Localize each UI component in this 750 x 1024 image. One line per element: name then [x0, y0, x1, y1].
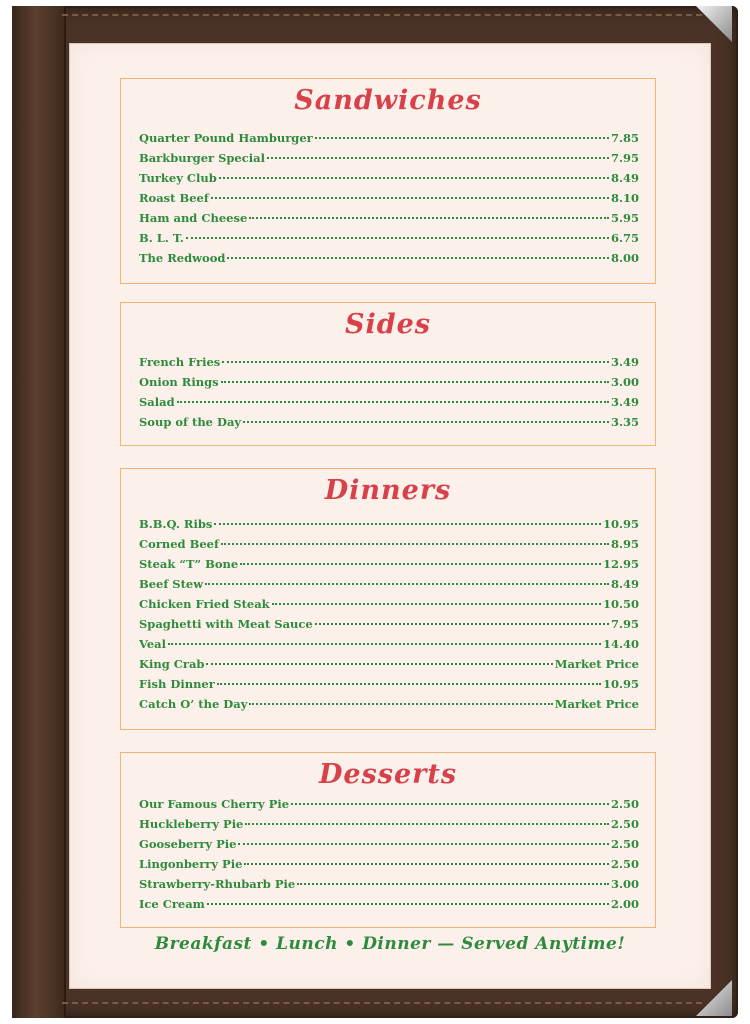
item-name: Gooseberry Pie: [139, 837, 237, 851]
section-sandwiches: [120, 78, 656, 284]
menu-item: [139, 191, 639, 207]
item-name: Turkey Club: [139, 171, 217, 185]
item-price: 7.85: [610, 131, 639, 145]
item-name: Roast Beef: [139, 191, 209, 205]
menu-item: [139, 577, 639, 593]
item-price: 2.00: [610, 897, 639, 911]
dot-leader: [291, 803, 609, 805]
dot-leader: [186, 237, 609, 239]
item-price: 8.95: [610, 537, 639, 551]
menu-item: [139, 171, 639, 187]
item-price: 10.95: [602, 517, 639, 531]
menu-item: [139, 395, 639, 411]
item-name: King Crab: [139, 657, 205, 671]
menu-item: [139, 817, 639, 833]
item-price: 7.95: [610, 151, 639, 165]
item-price: 3.35: [610, 415, 639, 429]
menu-spine: [12, 6, 66, 1018]
section-title: Sandwiches: [294, 85, 482, 116]
dot-leader: [267, 157, 609, 159]
menu-item: [139, 557, 639, 573]
dot-leader: [217, 683, 601, 685]
menu-item: [139, 415, 639, 431]
section-desserts: [120, 752, 656, 928]
item-name: Salad: [139, 395, 175, 409]
section-dinners: [120, 468, 656, 730]
cover-stitching-bottom: [62, 1002, 702, 1004]
item-name: B.B.Q. Ribs: [139, 517, 213, 531]
item-price: Market Price: [554, 657, 639, 671]
dot-leader: [211, 197, 609, 199]
item-price: 3.49: [610, 395, 639, 409]
menu-item: [139, 897, 639, 913]
menu-item: [139, 617, 639, 633]
item-price: 2.50: [610, 797, 639, 811]
item-name: Ham and Cheese: [139, 211, 248, 225]
menu-item: [139, 211, 639, 227]
item-name: Quarter Pound Hamburger: [139, 131, 313, 145]
item-name: Fish Dinner: [139, 677, 215, 691]
item-name: Soup of the Day: [139, 415, 242, 429]
menu-item: [139, 151, 639, 167]
item-price: 3.49: [610, 355, 639, 369]
menu-item: [139, 877, 639, 893]
dot-leader: [222, 361, 609, 363]
item-name: Spaghetti with Meat Sauce: [139, 617, 313, 631]
item-name: Huckleberry Pie: [139, 817, 244, 831]
dot-leader: [245, 823, 609, 825]
dot-leader: [238, 843, 609, 845]
item-price: 5.95: [610, 211, 639, 225]
item-price: 8.49: [610, 577, 639, 591]
menu-item: [139, 837, 639, 853]
menu-item: [139, 355, 639, 371]
item-name: Barkburger Special: [139, 151, 265, 165]
menu-item: [139, 231, 639, 247]
item-price: Market Price: [554, 697, 639, 711]
dot-leader: [221, 381, 609, 383]
dot-leader: [214, 523, 601, 525]
menu-item: [139, 131, 639, 147]
menu-item: [139, 637, 639, 653]
item-price: 8.00: [610, 251, 639, 265]
item-price: 2.50: [610, 837, 639, 851]
item-name: Lingonberry Pie: [139, 857, 243, 871]
cover-stitching-top: [62, 14, 702, 16]
section-title: Desserts: [318, 759, 458, 790]
item-name: Steak “T” Bone: [139, 557, 239, 571]
item-price: 8.49: [610, 171, 639, 185]
item-name: Our Famous Cherry Pie: [139, 797, 290, 811]
item-price: 2.50: [610, 857, 639, 871]
menu-item: [139, 657, 639, 673]
item-name: Chicken Fried Steak: [139, 597, 270, 611]
dot-leader: [205, 583, 609, 585]
item-name: Strawberry-Rhubarb Pie: [139, 877, 296, 891]
dot-leader: [168, 643, 601, 645]
menu-item: [139, 517, 639, 533]
dot-leader: [219, 177, 609, 179]
dot-leader: [207, 903, 609, 905]
dot-leader: [221, 543, 609, 545]
item-price: 10.95: [602, 677, 639, 691]
item-name: Onion Rings: [139, 375, 219, 389]
dot-leader: [177, 401, 609, 403]
item-name: Catch O’ the Day: [139, 697, 248, 711]
item-name: Corned Beef: [139, 537, 219, 551]
dot-leader: [240, 563, 601, 565]
dot-leader: [297, 883, 609, 885]
dot-leader: [315, 137, 609, 139]
item-name: French Fries: [139, 355, 221, 369]
item-name: The Redwood: [139, 251, 226, 265]
menu-item: [139, 537, 639, 553]
menu-item: [139, 857, 639, 873]
item-price: 2.50: [610, 817, 639, 831]
item-name: Veal: [139, 637, 167, 651]
item-price: 7.95: [610, 617, 639, 631]
item-price: 3.00: [610, 375, 639, 389]
menu-page: [70, 44, 710, 988]
item-price: 3.00: [610, 877, 639, 891]
menu-item: [139, 797, 639, 813]
dot-leader: [315, 623, 609, 625]
menu-item: [139, 597, 639, 613]
item-name: B. L. T.: [139, 231, 184, 245]
dot-leader: [272, 603, 601, 605]
menu-item: [139, 677, 639, 693]
dot-leader: [249, 703, 552, 705]
dot-leader: [244, 863, 609, 865]
item-price: 6.75: [610, 231, 639, 245]
dot-leader: [227, 257, 609, 259]
item-price: 12.95: [602, 557, 639, 571]
item-price: 10.50: [602, 597, 639, 611]
dot-leader: [249, 217, 609, 219]
item-name: Ice Cream: [139, 897, 205, 911]
dot-leader: [243, 421, 609, 423]
dot-leader: [206, 663, 552, 665]
served-anytime-tagline: Breakfast • Lunch • Dinner — Served Anytime!: [154, 934, 626, 954]
section-sides: [120, 302, 656, 446]
item-price: 8.10: [610, 191, 639, 205]
menu-item: [139, 697, 639, 713]
menu-item: [139, 375, 639, 391]
section-title: Dinners: [324, 475, 452, 506]
item-name: Beef Stew: [139, 577, 204, 591]
section-title: Sides: [344, 309, 431, 340]
item-price: 14.40: [602, 637, 639, 651]
menu-item: [139, 251, 639, 267]
